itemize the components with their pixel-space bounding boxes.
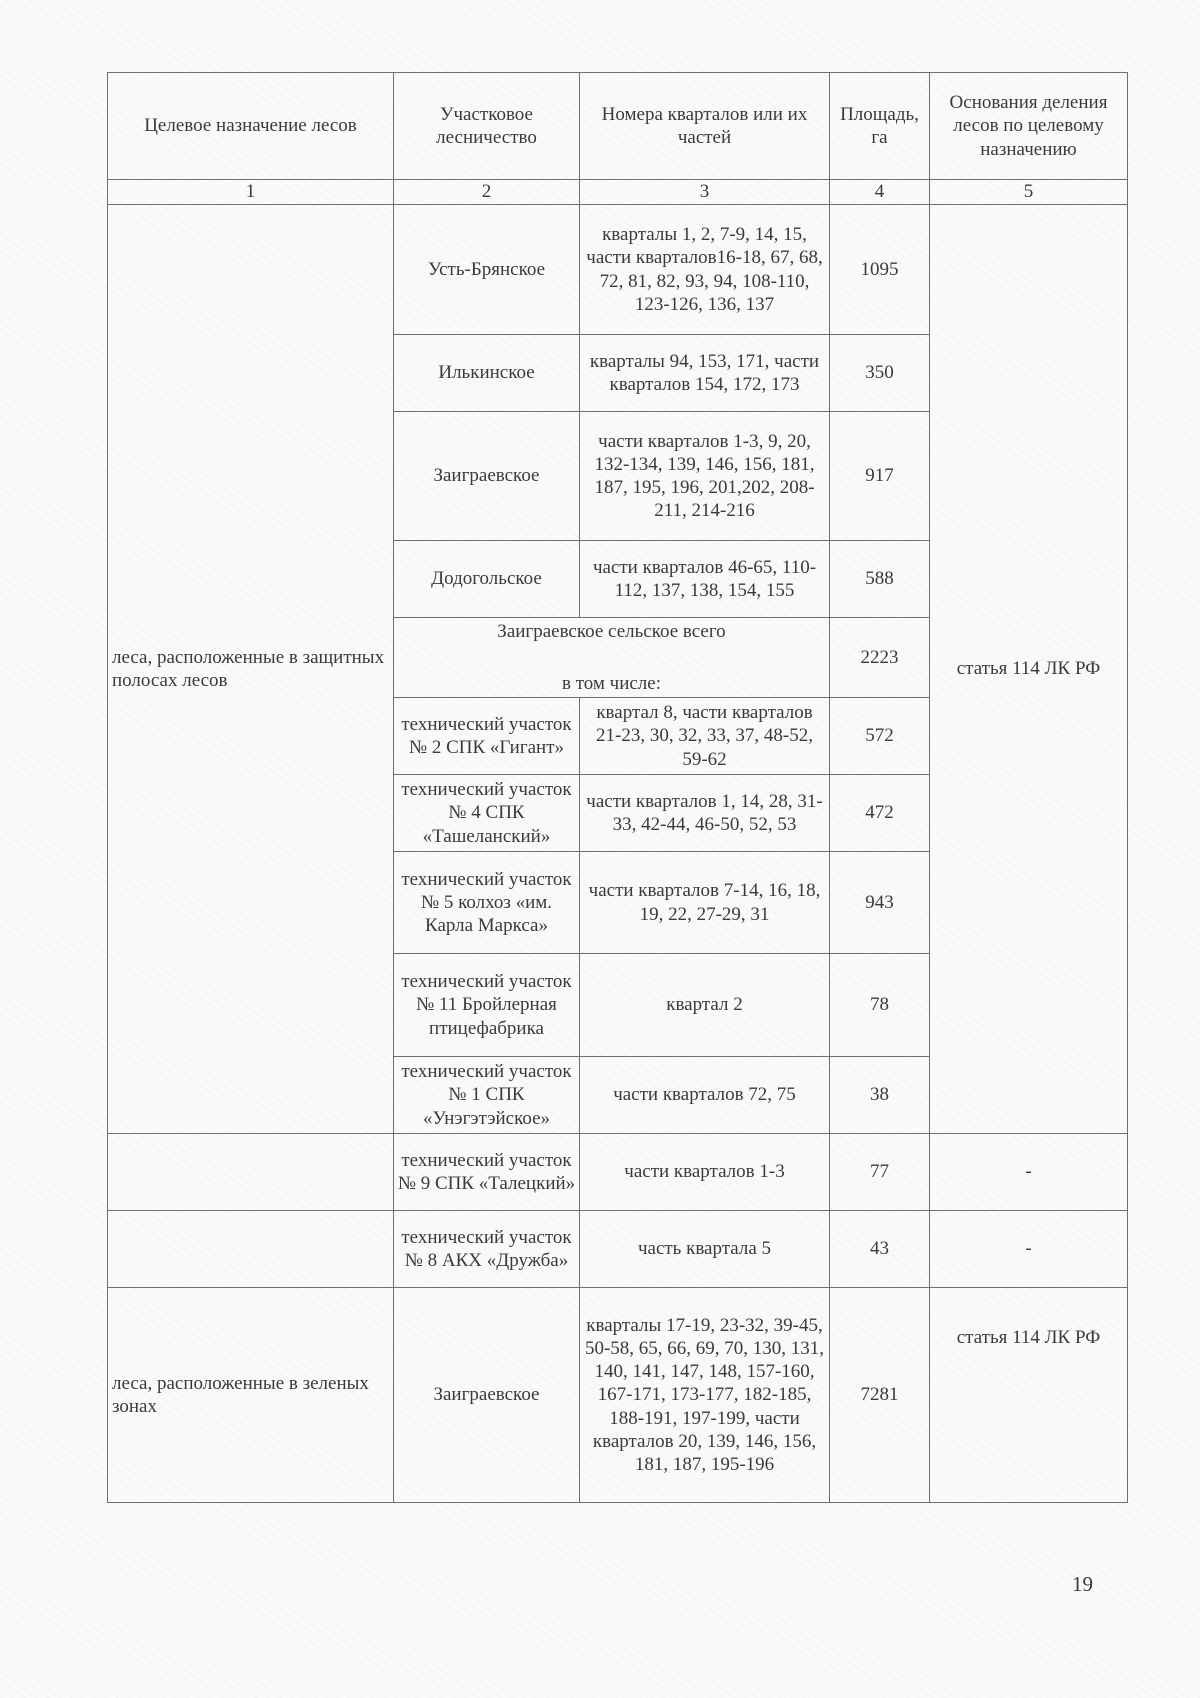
forestry-cell: технический участок № 4 СПК «Ташеланский» xyxy=(394,775,580,852)
basis-cell: статья 114 ЛК РФ xyxy=(930,205,1128,1134)
quarters-cell: часть квартала 5 xyxy=(580,1211,830,1288)
column-number: 1 xyxy=(108,180,394,205)
forestry-cell: Заиграевское xyxy=(394,1288,580,1503)
purpose-cell-empty xyxy=(108,1134,394,1211)
purpose-cell: леса, расположенные в зеленых зонах xyxy=(108,1288,394,1503)
basis-cell: - xyxy=(930,1134,1128,1211)
column-number: 2 xyxy=(394,180,580,205)
area-cell: 38 xyxy=(830,1057,930,1134)
header-basis: Основания деления лесов по целевому назначению xyxy=(930,73,1128,180)
area-cell: 77 xyxy=(830,1134,930,1211)
table-row xyxy=(108,1134,1128,1211)
subtotal-area: 2223 xyxy=(830,618,930,698)
page-number: 19 xyxy=(1072,1572,1093,1596)
forestry-cell: Додогольское xyxy=(394,541,580,618)
quarters-cell: части кварталов 1-3 xyxy=(580,1134,830,1211)
forestry-cell: Усть-Брянское xyxy=(394,205,580,335)
quarters-cell: части кварталов 46-65, 110-112, 137, 138, 154, 155 xyxy=(580,541,830,618)
subtotal-note: в том числе: xyxy=(561,672,662,694)
forestry-cell: технический участок № 1 СПК «Унэгэтэйское» xyxy=(394,1057,580,1134)
column-number-row xyxy=(108,180,1128,205)
header-quarters: Номера кварталов или их частей xyxy=(580,73,830,180)
table-row xyxy=(108,1211,1128,1288)
area-cell: 43 xyxy=(830,1211,930,1288)
quarters-cell: части кварталов 7-14, 16, 18, 19, 22, 27-29, 31 xyxy=(580,852,830,954)
forestry-cell: Заиграевское xyxy=(394,412,580,541)
quarters-cell: квартал 2 xyxy=(580,954,830,1057)
area-cell: 917 xyxy=(830,412,930,541)
quarters-cell: кварталы 17-19, 23-32, 39-45, 50-58, 65, 66, 69, 70, 130, 131, 140, 141, 147, 148, 157-160, 167-171, 173-177, 182-185, 188-191, 197-199, части кварталов 20, 139, 146, 156, 181, 187, 195-196 xyxy=(580,1288,830,1503)
forestry-cell: Илькинское xyxy=(394,335,580,412)
forestry-cell: технический участок № 9 СПК «Талецкий» xyxy=(394,1134,580,1211)
header-row xyxy=(108,73,1128,180)
area-cell: 943 xyxy=(830,852,930,954)
header-purpose: Целевое назначение лесов xyxy=(108,73,394,180)
quarters-cell: части кварталов 1-3, 9, 20, 132-134, 139, 146, 156, 181, 187, 195, 196, 201,202, 208-211, 214-216 xyxy=(580,412,830,541)
area-cell: 78 xyxy=(830,954,930,1057)
area-cell: 1095 xyxy=(830,205,930,335)
area-cell: 588 xyxy=(830,541,930,618)
forest-purpose-table xyxy=(107,72,1128,1503)
forestry-cell: технический участок № 8 АКХ «Дружба» xyxy=(394,1211,580,1288)
area-cell: 7281 xyxy=(830,1288,930,1503)
forestry-cell: технический участок № 11 Бройлерная птицефабрика xyxy=(394,954,580,1057)
quarters-cell: кварталы 1, 2, 7-9, 14, 15, части кварталов16-18, 67, 68, 72, 81, 82, 93, 94, 108-110, 123-126, 136, 137 xyxy=(580,205,830,335)
purpose-cell: леса, расположенные в защитных полосах лесов xyxy=(108,205,394,1134)
purpose-cell-empty xyxy=(108,1211,394,1288)
column-number: 5 xyxy=(930,180,1128,205)
quarters-cell: квартал 8, части кварталов 21-23, 30, 32, 33, 37, 48-52, 59-62 xyxy=(580,698,830,775)
area-cell: 350 xyxy=(830,335,930,412)
quarters-cell: части кварталов 1, 14, 28, 31-33, 42-44, 46-50, 52, 53 xyxy=(580,775,830,852)
table-row xyxy=(108,1288,1128,1503)
header-forestry: Участковое лесничество xyxy=(394,73,580,180)
header-area: Площадь, га xyxy=(830,73,930,180)
subtotal-label: Заиграевское сельское всего xyxy=(497,621,726,643)
table-row xyxy=(108,205,1128,335)
basis-cell: - xyxy=(930,1211,1128,1288)
forestry-cell: технический участок № 2 СПК «Гигант» xyxy=(394,698,580,775)
quarters-cell: части кварталов 72, 75 xyxy=(580,1057,830,1134)
area-cell: 472 xyxy=(830,775,930,852)
column-number: 3 xyxy=(580,180,830,205)
quarters-cell: кварталы 94, 153, 171, части кварталов 154, 172, 173 xyxy=(580,335,830,412)
column-number: 4 xyxy=(830,180,930,205)
subtotal-label-cell xyxy=(394,618,830,698)
forestry-cell: технический участок № 5 колхоз «им. Карла Маркса» xyxy=(394,852,580,954)
area-cell: 572 xyxy=(830,698,930,775)
basis-cell: статья 114 ЛК РФ xyxy=(930,1288,1128,1503)
